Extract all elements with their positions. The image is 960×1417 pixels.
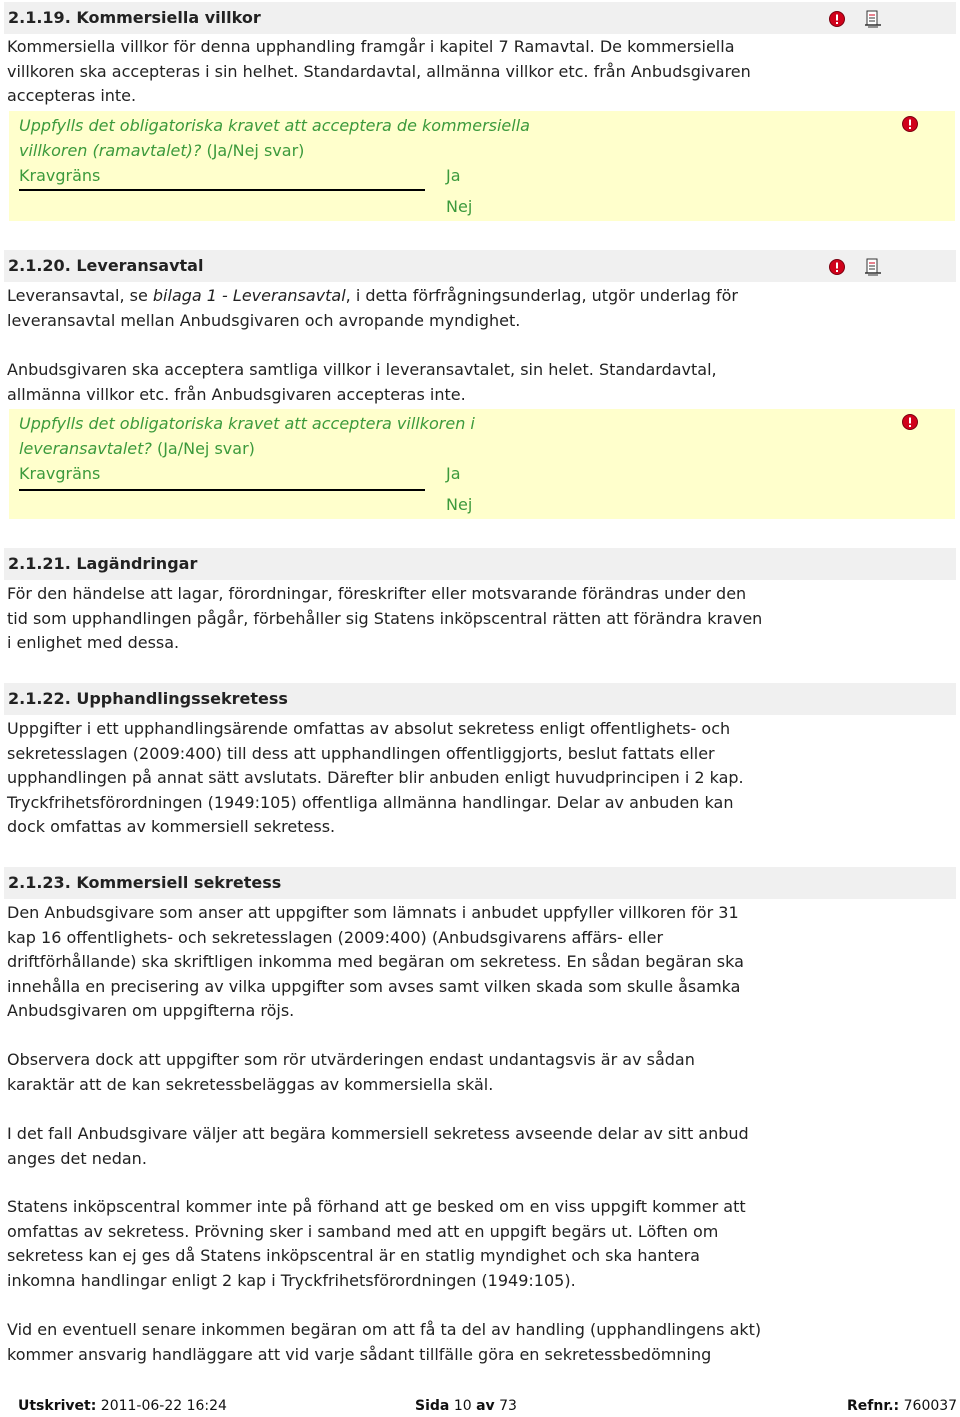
- text-line: Statens inköpscentral kommer inte på förhand att ge besked om en viss uppgift kommer att: [7, 1197, 746, 1216]
- question-suffix: (Ja/Nej svar): [201, 140, 305, 160]
- paragraph-2-1-21: [7, 582, 807, 656]
- option-ja[interactable]: Ja: [446, 464, 461, 483]
- alert-icon[interactable]: [829, 259, 845, 275]
- requirement-box-2-1-20: [9, 409, 955, 519]
- text-line: Leveransavtal, se bilaga 1 - Leveransavtal, i detta förfrågningsunderlag, utgör underlag för: [7, 286, 738, 305]
- text-line: tid som upphandlingen pågår, förbehåller sig Statens inköpscentral rätten att förändra kraven: [7, 608, 763, 628]
- text-line: dock omfattas av kommersiell sekretess.: [7, 817, 336, 837]
- text-line: Uppgifter i ett upphandlingsärende omfattas av absolut sekretess enligt offentlighets- och: [7, 719, 731, 738]
- section-header-2-1-20: [4, 250, 956, 282]
- question-suffix: (Ja/Nej svar): [151, 438, 255, 458]
- text-line: sekretess kan ej ges då Statens inköpscentral är en statlig myndighet och ska hantera: [7, 1246, 700, 1266]
- text-line: karaktär att de kan sekretessbeläggas av kommersiella skäl.: [7, 1074, 494, 1094]
- paragraph-2-1-20-b: [7, 358, 807, 407]
- requirement-question: [19, 412, 475, 461]
- text-line: kap 16 offentlighets- och sekretesslagen (2009:400) (Anbudsgivarens affärs- eller: [7, 927, 664, 947]
- text-line: innehålla en precisering av vilka uppgifter som avses samt vilken skada som skulle åsamka: [7, 976, 741, 996]
- printed-label: Utskrivet:: [18, 1398, 97, 1414]
- footer-page-number: [415, 1398, 517, 1414]
- section-title: 2.1.21. Lagändringar: [8, 554, 198, 573]
- page-total: 73: [499, 1398, 517, 1414]
- text-line: upphandlingen på annat sätt avslutats. Därefter blir anbuden enligt huvudprincipen i 2 kap.: [7, 768, 744, 788]
- footer-printed: [18, 1398, 227, 1414]
- section-title: 2.1.20. Leveransavtal: [8, 256, 204, 275]
- text-line: inkomna handlingar enligt 2 kap i Tryckfrihetsförordningen (1949:105).: [7, 1270, 576, 1290]
- question-line: leveransavtalet?: [19, 438, 152, 458]
- kravgrans-line: [19, 489, 425, 491]
- reference-label: Refnr.:: [847, 1398, 900, 1414]
- text-line: Tryckfrihetsförordningen (1949:105) offentliga allmänna handlingar. Delar av anbuden kan: [7, 792, 734, 812]
- section-title: 2.1.23. Kommersiell sekretess: [8, 873, 282, 892]
- text-line: sekretesslagen (2009:400) till dess att upphandlingen offentliggjorts, beslut fattats eller: [7, 743, 715, 763]
- alert-icon[interactable]: [829, 11, 845, 27]
- paragraph-2-1-23-b: [7, 1048, 807, 1097]
- section-title: 2.1.19. Kommersiella villkor: [8, 8, 261, 27]
- requirement-box-2-1-19: [9, 111, 955, 221]
- kravgrans-label: Kravgräns: [19, 464, 101, 483]
- footer-reference: [847, 1398, 957, 1414]
- paragraph-2-1-22: [7, 717, 807, 840]
- text-line: kommer ansvarig handläggare att vid varje sådant tillfälle göra en sekretessbedömning: [7, 1344, 712, 1364]
- text-line: leveransavtal mellan Anbudsgivaren och avropande myndighet.: [7, 310, 521, 330]
- text-line: anges det nedan.: [7, 1148, 147, 1168]
- requirement-question: [19, 114, 530, 163]
- option-nej[interactable]: Nej: [446, 197, 473, 216]
- question-line: Uppfylls det obligatoriska kravet att acceptera de kommersiella: [19, 116, 530, 135]
- text-line: För den händelse att lagar, förordningar, föreskrifter eller motsvarande förändras under den: [7, 584, 747, 603]
- paragraph-2-1-23-d: [7, 1195, 807, 1293]
- text-line: accepteras inte.: [7, 86, 137, 106]
- page-of-label: av: [476, 1398, 495, 1414]
- paragraph-2-1-23-c: [7, 1122, 807, 1171]
- text-line: villkoren ska accepteras i sin helhet. Standardavtal, allmänna villkor etc. från Anbudsgivaren: [7, 61, 751, 81]
- kravgrans-label: Kravgräns: [19, 166, 101, 185]
- section-header-2-1-19: [4, 2, 956, 34]
- section-header-2-1-23: [4, 867, 956, 899]
- text-line: Observera dock att uppgifter som rör utvärderingen endast undantagsvis är av sådan: [7, 1050, 695, 1069]
- kravgrans-line: [19, 189, 425, 191]
- option-ja[interactable]: Ja: [446, 166, 461, 185]
- section-header-2-1-22: [4, 683, 956, 715]
- text-line: I det fall Anbudsgivare väljer att begära kommersiell sekretess avseende delar av sitt anbud: [7, 1124, 749, 1143]
- paragraph-2-1-23-e: [7, 1318, 807, 1367]
- text-line: Kommersiella villkor för denna upphandling framgår i kapitel 7 Ramavtal. De kommersiella: [7, 37, 735, 56]
- paragraph-2-1-20-a: [7, 284, 807, 333]
- print-icon[interactable]: [864, 10, 882, 30]
- text-line: Anbudsgivaren ska acceptera samtliga villkor i leveransavtalet, sin helet. Standardavtal,: [7, 360, 717, 379]
- section-title: 2.1.22. Upphandlingssekretess: [8, 689, 288, 708]
- page-label: Sida: [415, 1398, 450, 1414]
- reference-value: 760037: [903, 1398, 958, 1414]
- text-line: Den Anbudsgivare som anser att uppgifter som lämnats i anbudet uppfyller villkoren för 31: [7, 903, 739, 922]
- paragraph-2-1-23-a: [7, 901, 807, 1024]
- page-number: 10: [453, 1398, 472, 1414]
- text-line: Anbudsgivaren om uppgifterna röjs.: [7, 1001, 295, 1021]
- question-line: villkoren (ramavtalet)?: [19, 140, 202, 160]
- paragraph-2-1-19: [7, 35, 807, 109]
- print-icon[interactable]: [864, 258, 882, 278]
- text-line: i enlighet med dessa.: [7, 633, 180, 653]
- text-line: omfattas av sekretess. Prövning sker i samband med att en uppgift begärs ut. Löften om: [7, 1221, 719, 1241]
- alert-icon[interactable]: [902, 116, 918, 132]
- alert-icon[interactable]: [902, 414, 918, 430]
- text-line: allmänna villkor etc. från Anbudsgivaren accepteras inte.: [7, 384, 466, 404]
- option-nej[interactable]: Nej: [446, 495, 473, 514]
- attachment-reference: bilaga 1 - Leveransavtal: [152, 286, 346, 305]
- text-line: driftförhållande) ska skriftligen inkomma med begäran om sekretess. En sådan begäran ska: [7, 952, 744, 972]
- printed-value: 2011-06-22 16:24: [100, 1398, 227, 1414]
- section-header-2-1-21: [4, 548, 956, 580]
- question-line: Uppfylls det obligatoriska kravet att acceptera villkoren i: [19, 414, 475, 433]
- text-line: Vid en eventuell senare inkommen begäran om att få ta del av handling (upphandlingens akt): [7, 1320, 762, 1339]
